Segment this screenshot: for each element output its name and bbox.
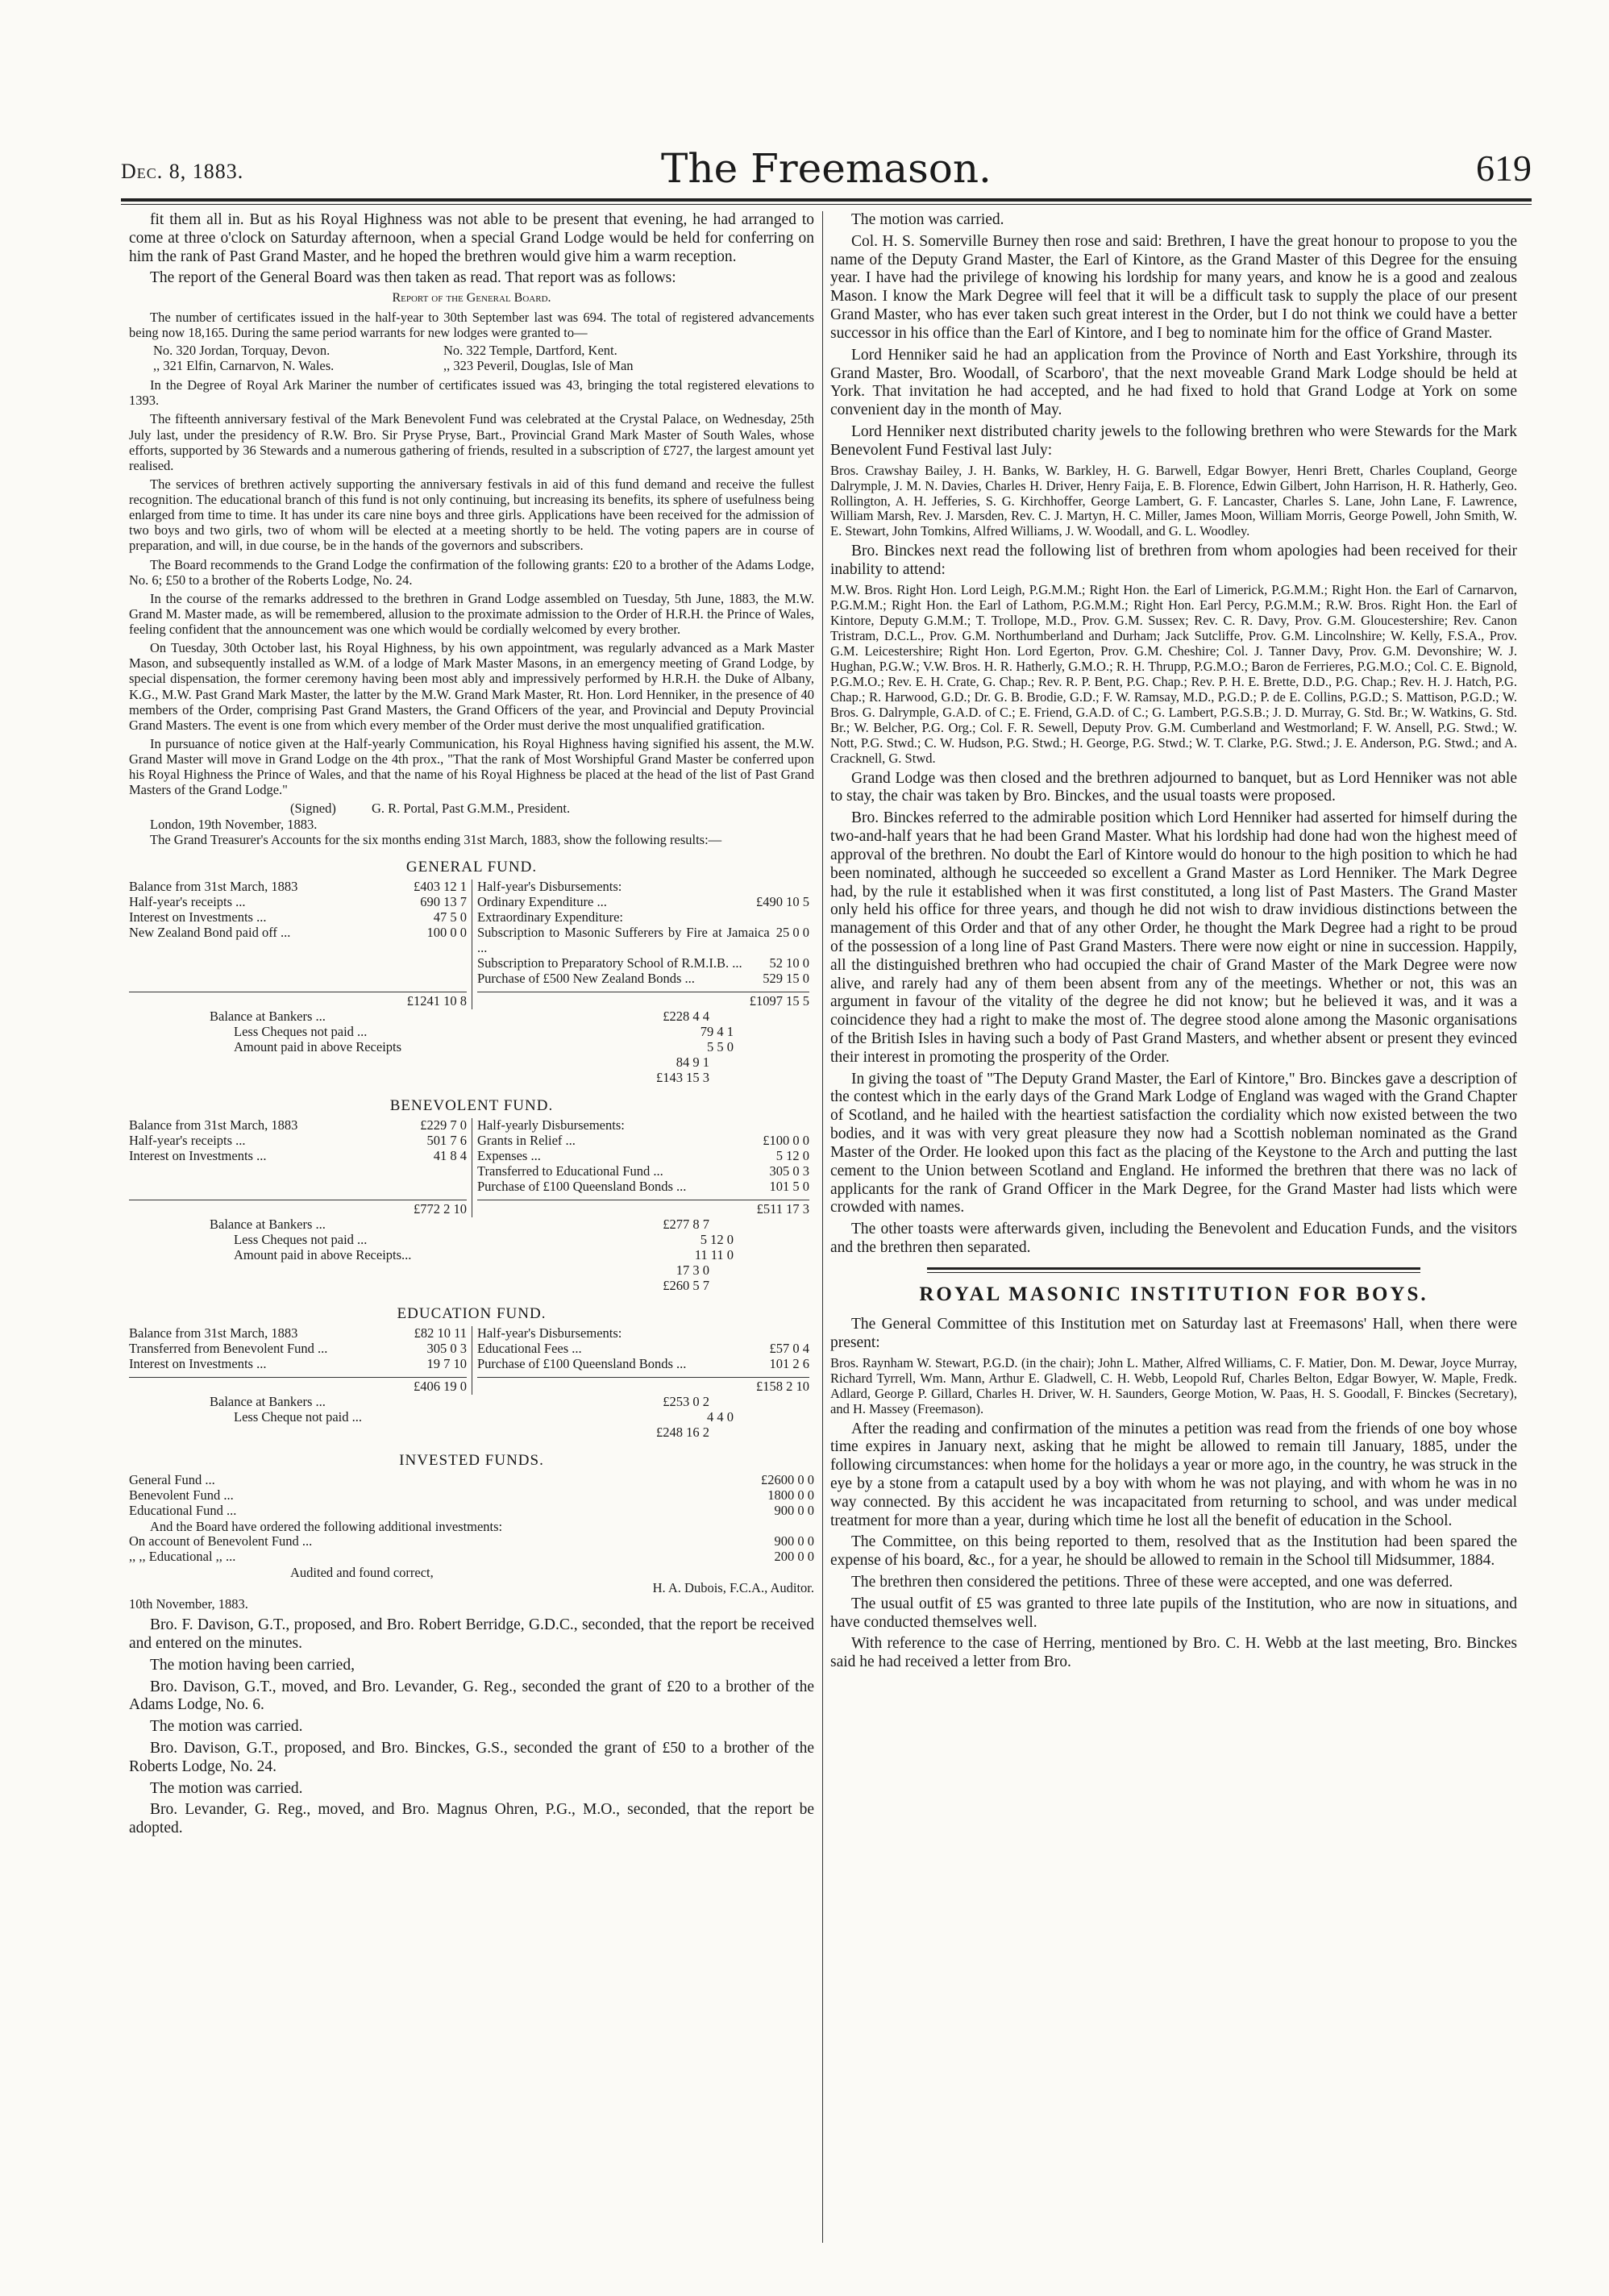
final-balance: £143 15 3	[656, 1069, 709, 1085]
disbursements-side	[472, 1118, 814, 1195]
signed-label: (Signed)	[290, 801, 336, 817]
right-column	[830, 187, 1517, 2251]
account-row	[129, 1118, 467, 1133]
additional-investments	[129, 1534, 814, 1565]
paragraph: Bro. Binckes referred to the admirable position which Lord Henniker had asserted for himself during the two-and-half years that he had been Grand Master. What his lordship had done had won the highest meed of approval of the brethren. No doubt the Earl of Kintore would do honour to the high position to which he had been nominated, although he succeeded so excellent a Grand Master as Lord Henniker. The Mark Degree had, by the rule it established when it was first constituted, a long list of Past Masters. The Grand Master only held his office for three years, and though he did not wish to draw invidious distinctions between the management of this Order and that of any other Order, he thought the Mark Degree had a right to be proud of the possession of a long line of Past Grand Masters. There were now eight or nine in succession. Happily, all the distinguished brethren who had occupied the chair of Grand Master of the Mark Degree were now alive, and rarely had any of them been absent from any of the meetings. Whether or not, this was an argument in favour of the vitality of the degree he did not know; but he believed it was, and it was a coincidence they had a right to make the most of. The degree stood alone among the Masonic organisations of the British Isles in having such a body of Past Grand Masters, and whether absent or present they evinced their interest in promoting the prosperity of the Order.	[830, 809, 1517, 1066]
balance-lines	[210, 1217, 814, 1263]
account-row	[210, 1025, 734, 1040]
account-item: Interest on Investments ...	[129, 1148, 267, 1164]
report-paragraph: In the course of the remarks addressed to the brethren in Grand Lodge assembled on Tuesday, 5th June, 1883, the M.W. Grand M. Master made, as will be remembered, allusion to the proximate admission to the Order of H.R.H. the Prince of Wales, feeling confident that the announcement was one which would be cordially welcomed by every brother.	[129, 590, 814, 638]
account-row	[477, 971, 809, 987]
lodge-warrants	[153, 343, 814, 374]
account-amount: 690 13 7	[420, 894, 467, 910]
account-item: Benevolent Fund ...	[129, 1487, 234, 1503]
fund-title: GENERAL FUND.	[405, 859, 538, 876]
account-row	[129, 910, 467, 925]
account-row	[129, 1357, 467, 1372]
paragraph: The motion was carried.	[150, 1718, 303, 1736]
paragraph: The report of the General Board was then taken as read. That report was as follows:	[150, 269, 676, 287]
apologies-list: M.W. Bros. Right Hon. Lord Leigh, P.G.M.M.; Right Hon. the Earl of Limerick, P.G.M.M.; Right Hon. the Earl of Carnarvon, P.G.M.M.; Right Hon. the Earl of Lathom, P.G.M.M.; Right Hon. Earl Percy, P.G.M.M.; R.W. Bros. Right Hon. the Earl of Kintore, Deputy G.M.M.; T. Trollope, M.D., Prov. G.M. Sussex; Rev. C. R. Davy, Prov. G.M. Gloucestershire; Rev. Canon Tristram, D.C.L., Prov. G.M. Northumberland and Durham; Jack Sutcliffe, Prov. G.M. Lincolnshire; W. Kelly, F.S.A., Prov. G.M. Leicestershire; Right Hon. Lord Egerton, Prov. G.M. Cheshire; Col. J. Tanner Davy, Prov. G.M. Devonshire; W. J. Hughan, P.G.W.; V.W. Bros. H. R. Hatherly, G.M.O.; R. H. Thrupp, P.G.M.O.; Baron de Ferrieres, P.G.M.O.; Col. C. E. Bignold, P.G.M.O.; Rev. E. H. Crate, G. Chap.; Rev. R. P. Bent, P.G. Chap.; Rev. P. H. E. Brette, D.D., P.G. Chap.; Rev. H. J. Hatch, P.G. Chap.; R. Harwood, G.D.; Dr. G. B. Brodie, G.D.; F. W. Ramsay, M.D., P.G.D.; P. de E. Collins, P.G.D.; S. Mattison, P.G.D.; W. Bros. G. Dalrymple, G.A.D. of C.; E. Friend, G.A.D. of C.; G. Lambert, P.G.S.B.; J. D. Murray, G. Std. Br.; W. Watkins, G. Std. Br.; W. Belcher, P.G. Org.; Col. F. R. Sewell, Deputy Prov. G.M. Cumberland and Westmorland; F. W. Ansell, P.G. Stwd.; W. Nott, P.G. Stwd.; C. W. Hudson, P.G. Stwd.; H. George, P.G. Stwd.; W. T. Clarke, P.G. Stwd.; J. E. Anderson, P.G. Stwd.; and A. Cracknell, G. Stwd.	[830, 582, 1517, 766]
receipts-side	[129, 1326, 472, 1372]
account-amount: 5 12 0	[775, 1148, 809, 1164]
total: £1241 10 8	[406, 993, 467, 1009]
account-amount: 900 0 0	[774, 1533, 814, 1549]
auditor-name: H. A. Dubois, F.C.A., Auditor.	[652, 1580, 814, 1596]
account-item: Transferred to Educational Fund ...	[477, 1163, 663, 1179]
account-row	[129, 1341, 467, 1357]
account-item: Purchase of £100 Queensland Bonds ...	[477, 1179, 687, 1195]
paragraph: Bro. Binckes next read the following list of brethren from whom apologies had been received for their inability to attend:	[830, 543, 1517, 579]
final-balance: £260 5 7	[663, 1277, 709, 1293]
account-row	[477, 910, 809, 925]
audit-date: 10th November, 1883.	[129, 1595, 248, 1612]
account-heading: Half-year's Disbursements:	[477, 879, 622, 895]
account-row	[129, 925, 467, 941]
account-totals	[129, 987, 814, 1009]
account-item: Less Cheques not paid ...	[234, 1231, 368, 1247]
account-item: Purchase of £100 Queensland Bonds ...	[477, 1355, 687, 1371]
account-row	[210, 1009, 709, 1025]
account-amount: 100 0 0	[426, 925, 467, 941]
account-item: Half-year's receipts ...	[129, 1133, 246, 1149]
account-row	[129, 1488, 814, 1504]
account-item: Balance from 31st March, 1883	[129, 1325, 298, 1341]
account-item: Educational Fees ...	[477, 1341, 582, 1356]
account-amount: 101 2 6	[769, 1355, 809, 1371]
paragraph: Bro. Davison, G.T., moved, and Bro. Levander, G. Reg., seconded the grant of £20 to a brother of the Adams Lodge, No. 6.	[129, 1678, 814, 1714]
account-amount: 501 7 6	[426, 1133, 467, 1149]
account-row	[477, 1341, 809, 1357]
total: £406 19 0	[414, 1378, 467, 1394]
signed-date: London, 19th November, 1883.	[150, 816, 318, 832]
balance-lines	[210, 1009, 814, 1055]
account-item: Purchase of £500 New Zealand Bonds ...	[477, 971, 695, 987]
lodge-entry: ,, 323 Peveril, Douglas, Isle of Man	[443, 358, 634, 374]
account-item: Balance from 31st March, 1883	[129, 1117, 298, 1133]
disbursements-side	[472, 880, 814, 987]
general-fund-account	[129, 880, 814, 987]
account-row	[129, 1326, 467, 1341]
account-row	[210, 1395, 709, 1410]
account-row	[129, 895, 467, 910]
account-row	[477, 925, 809, 956]
paragraph: The motion was carried.	[150, 1779, 303, 1797]
report-paragraph: The fifteenth anniversary festival of the Mark Benevolent Fund was celebrated at the Crystal Palace, on Wednesday, 25th July last, under the presidency of R.W. Bro. Sir Pryse Pryse, Bart., Provincial Grand Mark Master of South Wales, whose efforts, supported by 36 Stewards and a numerous gathering of friends, resulted in a subscription of £727, the largest amount yet realised.	[129, 411, 814, 473]
account-heading: Half-year's Disbursements:	[477, 1325, 622, 1341]
account-row	[210, 1040, 734, 1055]
issue-date: Dec. 8, 1883.	[121, 160, 244, 183]
account-amount: £229 7 0	[420, 1117, 467, 1133]
account-item: Interest on Investments ...	[129, 1355, 267, 1371]
account-row	[129, 1473, 814, 1488]
invested-funds	[129, 1473, 814, 1519]
paragraph: Bro. Davison, G.T., proposed, and Bro. Binckes, G.S., seconded the grant of £50 to a brother of the Roberts Lodge, No. 24.	[129, 1739, 814, 1775]
invest-note: And the Board have ordered the following additional investments:	[150, 1518, 503, 1534]
account-amount	[803, 910, 809, 925]
paragraph: Bro. Levander, G. Reg., moved, and Bro. Magnus Ohren, P.G., M.O., seconded, that the report be adopted.	[129, 1801, 814, 1837]
account-amount: 529 15 0	[763, 971, 809, 987]
fund-title: INVESTED FUNDS.	[399, 1451, 544, 1469]
total: £511 17 3	[756, 1201, 809, 1217]
total: £772 2 10	[414, 1201, 467, 1217]
final-balance: £248 16 2	[656, 1424, 709, 1440]
account-row	[210, 1217, 709, 1233]
account-row	[129, 1534, 814, 1549]
account-item: Balance from 31st March, 1883	[129, 879, 298, 895]
account-amount: 47 5 0	[433, 909, 467, 925]
account-amount: 1800 0 0	[767, 1487, 814, 1503]
account-item: Balance at Bankers ...	[210, 1009, 326, 1025]
account-item: Amount paid in above Receipts	[234, 1039, 402, 1055]
account-row	[129, 1133, 467, 1149]
account-item: Less Cheques not paid ...	[234, 1024, 368, 1040]
newspaper-title: The Freemason.	[661, 145, 992, 192]
paragraph: The Committee, on this being reported to them, resolved that as the Institution had been spared the expense of his board, &c., for a year, he should be allowed to remain in the School till Midsummer, 1884.	[830, 1533, 1517, 1570]
audited-line: Audited and found correct,	[290, 1565, 434, 1581]
account-heading: Half-yearly Disbursements:	[477, 1117, 625, 1133]
lodge-entry: No. 322 Temple, Dartford, Kent.	[443, 343, 617, 359]
account-row	[129, 1504, 814, 1519]
report-paragraph: In the Degree of Royal Ark Mariner the number of certificates issued was 43, bringing the total registered elevations to 1393.	[129, 377, 814, 409]
section-rule	[927, 1267, 1420, 1270]
account-totals	[129, 1372, 814, 1395]
account-row	[477, 956, 809, 971]
account-item: ,, ,, Educational ,, ...	[129, 1549, 236, 1565]
signature-block	[129, 801, 814, 816]
section-rule-thin	[927, 1272, 1420, 1273]
paragraph: fit them all in. But as his Royal Highness was not able to be present that evening, he had arranged to come at three o'clock on Saturday afternoon, when a special Grand Lodge would be held for conferring on him the rank of Past Grand Master, and he hoped the brethren would give him a warm reception.	[129, 211, 814, 265]
paragraph: Lord Henniker said he had an application from the Province of North and East Yorkshire, through its Grand Master, Bro. Woodall, of Scarboro', that the next moveable Grand Mark Lodge should be held at York. That invitation he had accepted, and he had fixed to hold that Grand Lodge at York on some convenient day in the month of May.	[830, 346, 1517, 419]
account-amount: 25 0 0	[775, 925, 809, 941]
account-item: Grants in Relief ...	[477, 1133, 576, 1149]
account-row	[477, 1357, 809, 1372]
account-amount: £228 4 4	[663, 1009, 709, 1025]
report-heading: Report of the General Board.	[392, 291, 551, 306]
fund-title: EDUCATION FUND.	[397, 1304, 547, 1322]
account-amount: 305 0 3	[426, 1341, 467, 1356]
subtotal: 84 9 1	[676, 1054, 709, 1070]
paragraph: Col. H. S. Somerville Burney then rose and said: Brethren, I have the great honour to propose to you the name of the Deputy Grand Master, the Earl of Kintore, as the Grand Master of this Degree for the ensuing year. I have had the privilege of knowing his lordship for many years, and know he is a good and zealous Mason. I know the Mark Degree will feel that it will be a difficult task to supply the place of our present Grand Master, who has ever taken such great interest in the Order, but I do not think we could have a better successor in his office than the Earl of Kintore, and I beg to nominate him for the office of Grand Master.	[830, 232, 1517, 342]
paragraph: In giving the toast of "The Deputy Grand Master, the Earl of Kintore," Bro. Binckes gave a description of the contest which in the early days of the Grand Mark Lodge of England was waged with the Grand Chapter of Scotland, and he hailed with the heartiest satisfaction the cordiality which now existed between the two bodies, and it was with very great pleasure they now had a Scottish nobleman nominated as the Grand Master of the Order. He looked upon this fact as the placing of the Keystone to the Arch and putting the last cement to the Union between Scotland and England. He informed the brethren that there was no lack of applicants for the rank of Grand Officer in the Mark Degree, for the Grand Master had lists which were crowded with names.	[830, 1070, 1517, 1217]
report-paragraph: On Tuesday, 30th October last, his Royal Highness, by his own appointment, was regularly advanced as a Mark Master Mason, and subsequently installed as W.M. of a lodge of Mark Master Masons, in an emergency meeting of Grand Lodge, by special dispensation, the former ceremony having been most ably and impressively performed by H.R.H. the Duke of Albany, K.G., M.W. Past Grand Mark Master, the latter by the M.W. Grand Mark Master, Rt. Hon. Lord Henniker, in the presence of 40 members of the Order, comprising Past Grand Masters, the Grand Officers of the year, and Provincial and Deputy Provincial Grand Masters. The event is one from which every member of the Order must derive the most unqualified gratification.	[129, 640, 814, 733]
report-paragraph: The services of brethren actively supporting the anniversary festivals in aid of this fund demand and receive the fullest recognition. The educational branch of this fund is not only continuing, but increasing its benefits, its sphere of usefulness being enlarged from time to time. It has under its care nine boys and three girls. Applications have been received for the admission of two boys and two girls, two of whom will be elected at a meeting shortly to be held. The voting papers are in course of preparation, and will, in due course, be in the hands of the governors and subscribers.	[129, 476, 814, 554]
account-row	[210, 1233, 734, 1248]
account-amount: 4 4 0	[707, 1408, 734, 1425]
account-amount: £2600 0 0	[761, 1472, 814, 1488]
lodge-entry: No. 320 Jordan, Torquay, Devon.	[153, 343, 331, 359]
subtotal: 17 3 0	[676, 1262, 709, 1278]
account-amount: £490 10 5	[756, 894, 809, 910]
receipts-side	[129, 1118, 472, 1195]
report-paragraph: The Grand Treasurer's Accounts for the six months ending 31st March, 1883, show the following results:—	[150, 832, 722, 847]
account-row	[129, 880, 467, 895]
account-amount: 11 11 0	[694, 1246, 734, 1262]
page-number: 619	[1476, 148, 1532, 189]
account-item: Less Cheque not paid ...	[234, 1408, 363, 1425]
stewards-list: Bros. Crawshay Bailey, J. H. Banks, W. Barkley, H. G. Barwell, Edgar Bowyer, Henri Brett, Charles Coupland, George Dalrymple, J. M. N. Davies, Charles H. Driver, Henry Faija, E. B. Florence, Edwin Gilbert, John Harrison, H. R. Hatherly, Geo. Rollington, A. H. Jefferies, S. G. Kirchhoffer, George Lambert, G. F. Lancaster, Charles S. Lane, John Lane, F. Lawrence, William Marsh, Rev. J. Marsden, Rev. C. J. Martyn, H. C. Miller, James Moon, William Morris, George Powell, John Smith, W. E. Stewart, John Tomkins, Alfred Williams, J. W. Woodall, and G. L. Woodley.	[830, 462, 1517, 539]
paragraph: Lord Henniker next distributed charity jewels to the following brethren who were Stewards for the Mark Benevolent Fund Festival last July:	[830, 422, 1517, 459]
account-item: Ordinary Expenditure ...	[477, 894, 607, 910]
account-amount: 5 12 0	[700, 1231, 734, 1247]
paragraph: The brethren then considered the petitions. Three of these were accepted, and one was deferred.	[851, 1574, 1453, 1591]
account-item: Extraordinary Expenditure:	[477, 909, 623, 925]
total: £158 2 10	[756, 1378, 809, 1394]
paragraph: Grand Lodge was then closed and the brethren adjourned to banquet, but as Lord Henniker was not able to stay, the chair was taken by Bro. Binckes, and the usual toasts were proposed.	[830, 769, 1517, 805]
account-row	[129, 1149, 467, 1164]
account-item: Balance at Bankers ...	[210, 1216, 326, 1232]
account-item: Interest on Investments ...	[129, 909, 267, 925]
disbursements-side	[472, 1326, 814, 1372]
paragraph: The motion was carried.	[851, 211, 1004, 228]
account-amount: £253 0 2	[663, 1393, 709, 1409]
account-item: Subscription to Preparatory School of R.M.I.B. ...	[477, 955, 742, 971]
account-row	[477, 1164, 809, 1179]
account-totals	[129, 1195, 814, 1217]
attendees-list: Bros. Raynham W. Stewart, P.G.D. (in the chair); John L. Mather, Alfred Williams, C. F. Matier, Don. M. Dewar, Joyce Murray, Richard Tyrrell, Wm. Mann, Arthur E. Gladwell, C. H. Webb, Leopold Ruf, Charles Belton, Edgar Bowyer, W. Maple, Fredk. Adlard, George P. Gillard, Charles H. Driver, W. H. Saunders, George Motion, W. Paas, H. S. Goodall, F. Binckes (Secretary), and H. Massey (Freemason).	[830, 1354, 1517, 1416]
paragraph: The General Committee of this Institution met on Saturday last at Freemasons' Hall, when there were present:	[830, 1316, 1517, 1351]
account-amount: £57 0 4	[769, 1341, 809, 1356]
account-amount: 305 0 3	[769, 1163, 809, 1179]
masthead	[121, 145, 1532, 193]
lodge-entry: ,, 321 Elfin, Carnarvon, N. Wales.	[153, 358, 335, 374]
account-amount: £82 10 11	[414, 1325, 467, 1341]
paragraph: Bro. F. Davison, G.T., proposed, and Bro. Robert Berridge, G.D.C., seconded, that the report be received and entered on the minutes.	[129, 1616, 814, 1652]
account-item: General Fund ...	[129, 1472, 215, 1488]
account-item: Educational Fund ...	[129, 1502, 237, 1518]
account-row	[477, 1133, 809, 1149]
paragraph: The motion having been carried,	[150, 1656, 355, 1674]
account-item: Amount paid in above Receipts...	[234, 1246, 412, 1262]
account-item: Expenses ...	[477, 1148, 541, 1164]
account-row	[477, 1149, 809, 1164]
balance-lines	[210, 1395, 814, 1425]
total: £1097 15 5	[749, 993, 809, 1009]
account-amount: 900 0 0	[774, 1502, 814, 1518]
account-row	[477, 895, 809, 910]
account-amount: 200 0 0	[774, 1549, 814, 1565]
account-row	[210, 1248, 734, 1263]
paragraph: The usual outfit of £5 was granted to three late pupils of the Institution, who are now in situations, and have conducted themselves well.	[830, 1595, 1517, 1631]
account-amount: 5 5 0	[707, 1039, 734, 1055]
account-amount: 19 7 10	[426, 1355, 467, 1371]
account-amount: £403 12 1	[414, 879, 467, 895]
benevolent-fund-account	[129, 1118, 814, 1195]
paragraph: After the reading and confirmation of the minutes a petition was read from the friends of one boy whose time expires in January next, asking that he might be allowed to remain till January, 1885, under the following circumstances: when home for the holidays a year or more ago, in the country, he was struck in the eye by a stone from a catapult used by a boy with whom he was not playing, and with whom he was in no way connected. By this accident he was incapacitated from returning to school, and was under medical treatment for more than a year, during which time he lost all the benefit of education in the School.	[830, 1420, 1517, 1529]
left-column	[129, 187, 814, 2251]
paragraph: With reference to the case of Herring, mentioned by Bro. C. H. Webb at the last meeting, Bro. Binckes said he had received a letter from Bro.	[830, 1635, 1517, 1671]
column-divider	[822, 211, 823, 2243]
account-row	[477, 1179, 809, 1195]
report-paragraph: In pursuance of notice given at the Half-yearly Communication, his Royal Highness having signified his assent, the M.W. Grand Master will move in Grand Lodge on the 4th prox., "That the rank of Most Worshipful Grand Master be conferred upon his Royal Highness the Prince of Wales, and that the name of his Royal Highness be placed at the head of the list of Past Grand Masters of the Grand Lodge."	[129, 735, 814, 798]
signed-name: G. R. Portal, Past G.M.M., President.	[371, 801, 571, 817]
report-paragraph: The Board recommends to the Grand Lodge the confirmation of the following grants: £20 to a brother of the Adams Lodge, No. 6; £50 to a brother of the Roberts Lodge, No. 24.	[129, 556, 814, 588]
account-amount: £100 0 0	[763, 1133, 809, 1149]
account-amount: 101 5 0	[769, 1179, 809, 1195]
account-amount: 79 4 1	[700, 1024, 734, 1040]
fund-title: BENEVOLENT FUND.	[389, 1096, 554, 1114]
account-item: New Zealand Bond paid off ...	[129, 925, 291, 941]
section-title: ROYAL MASONIC INSTITUTION FOR BOYS.	[919, 1283, 1428, 1305]
account-row	[210, 1410, 734, 1425]
account-amount: £277 8 7	[663, 1216, 709, 1232]
paragraph: The other toasts were afterwards given, including the Benevolent and Education Funds, and the visitors and the brethren then separated.	[830, 1221, 1517, 1256]
account-row	[129, 1549, 814, 1565]
account-item: Transferred from Benevolent Fund ...	[129, 1341, 328, 1356]
receipts-side	[129, 880, 472, 987]
account-amount: 52 10 0	[769, 955, 809, 971]
account-item: Half-year's receipts ...	[129, 894, 246, 910]
account-item: Balance at Bankers ...	[210, 1393, 326, 1409]
education-fund-account	[129, 1326, 814, 1372]
account-amount: 41 8 4	[433, 1148, 467, 1164]
account-item: Subscription to Masonic Sufferers by Fire at Jamaica ...	[477, 925, 770, 956]
report-paragraph: The number of certificates issued in the half-year to 30th September last was 694. The total of registered advancements being now 18,165. During the same period warrants for new lodges were granted to—	[129, 309, 814, 341]
account-item: On account of Benevolent Fund ...	[129, 1533, 313, 1549]
